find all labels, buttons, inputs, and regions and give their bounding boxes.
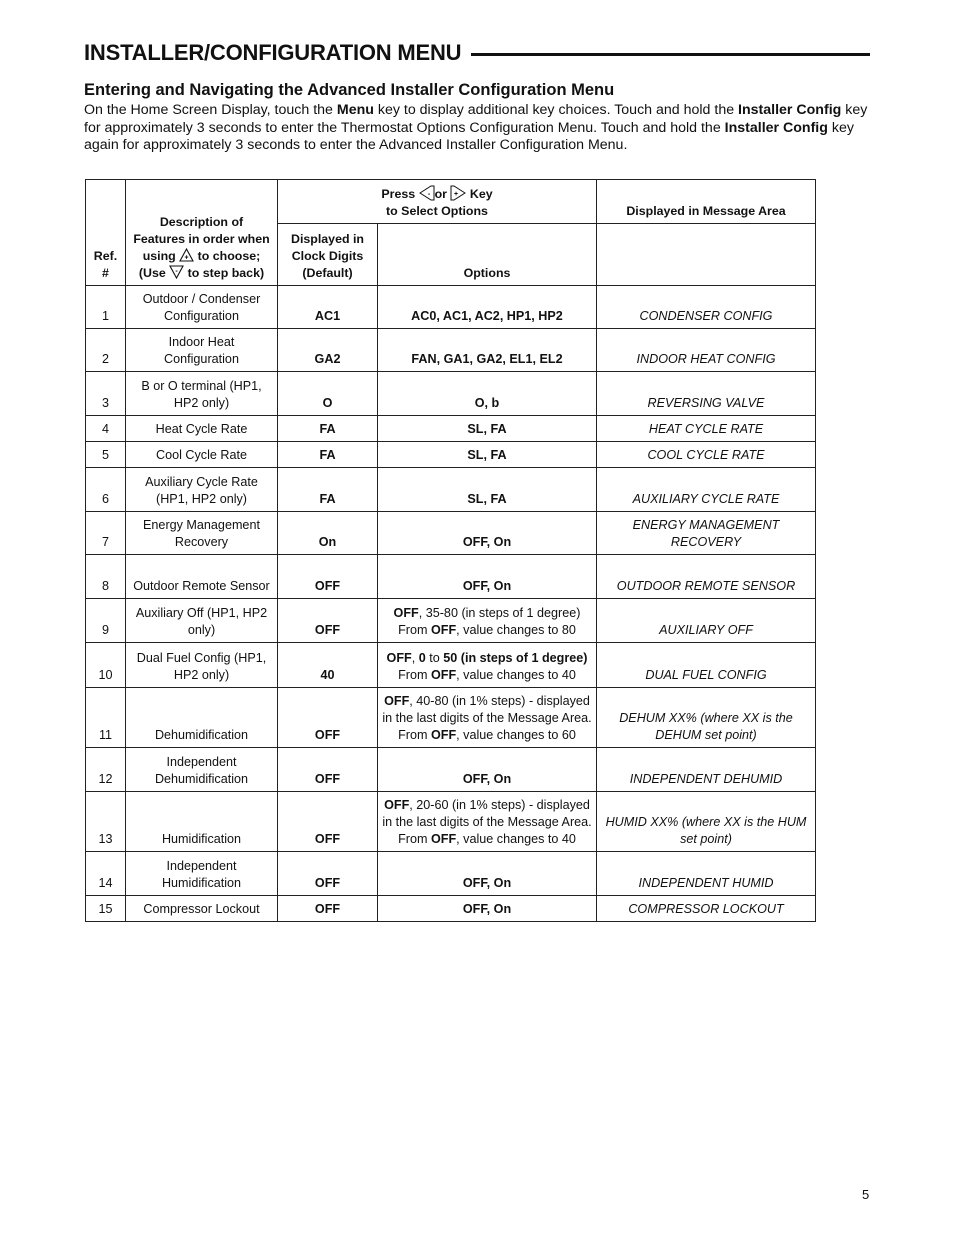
message-cell: HEAT CYCLE RATE: [597, 416, 816, 442]
desc-step: to step back): [187, 266, 265, 280]
description-cell: Indoor Heat Configuration: [126, 329, 278, 372]
default-cell: OFF: [278, 852, 378, 896]
options-cell: [378, 468, 597, 512]
options-cell: [378, 286, 597, 329]
option-text: to: [425, 651, 444, 665]
ref-cell: 9: [86, 599, 126, 643]
message-cell: AUXILIARY OFF: [597, 599, 816, 643]
option-text: SL, FA: [467, 422, 507, 436]
section-heading: Entering and Navigating the Advanced Installer Configuration Menu: [84, 81, 615, 99]
intro-bold-text: Menu: [336, 102, 374, 118]
option-text: AC0, AC1, AC2, HP1, HP2: [411, 309, 563, 323]
option-text: From: [398, 668, 431, 682]
message-cell: COOL CYCLE RATE: [597, 442, 816, 468]
option-text: OFF: [430, 623, 457, 637]
message-cell: REVERSING VALVE: [597, 372, 816, 416]
message-cell: INDEPENDENT HUMID: [597, 852, 816, 896]
ref-cell: 2: [86, 329, 126, 372]
svg-text:+: +: [184, 254, 189, 262]
option-text: FAN, GA1, GA2, EL1, EL2: [411, 352, 563, 366]
ref-cell: 6: [86, 468, 126, 512]
default-cell: GA2: [278, 329, 378, 372]
default-cell: OFF: [278, 792, 378, 852]
description-cell: Dehumidification: [126, 688, 278, 748]
options-cell: [378, 792, 597, 852]
default-cell: OFF: [278, 748, 378, 792]
description-cell: Compressor Lockout: [126, 896, 278, 922]
svg-text:-: -: [175, 268, 178, 275]
table-row: [86, 748, 816, 792]
press-label: Press: [381, 187, 416, 201]
description-cell: Auxiliary Cycle Rate (HP1, HP2 only): [126, 468, 278, 512]
message-cell: INDOOR HEAT CONFIG: [597, 329, 816, 372]
table-row: [86, 329, 816, 372]
or-label: or: [434, 187, 447, 201]
option-text: OFF: [430, 832, 457, 846]
description-cell: Cool Cycle Rate: [126, 442, 278, 468]
description-header: [126, 180, 278, 286]
default-cell: OFF: [278, 896, 378, 922]
default-cell: FA: [278, 442, 378, 468]
options-cell: [378, 896, 597, 922]
svg-text:+: +: [454, 191, 459, 198]
default-cell: OFF: [278, 555, 378, 599]
desc-using: using: [142, 249, 176, 263]
intro-bold-text: Installer Config: [738, 102, 842, 118]
default-cell: OFF: [278, 688, 378, 748]
ref-cell: 7: [86, 512, 126, 555]
option-text: OFF: [386, 651, 412, 665]
ref-cell: 15: [86, 896, 126, 922]
option-text: , value changes to 60: [456, 728, 576, 742]
press-key-header: [278, 180, 597, 224]
desc-choose: to choose;: [197, 249, 261, 263]
table-row: [86, 896, 816, 922]
desc-use: (Use: [138, 266, 166, 280]
right-arrow-key-icon: [450, 185, 466, 201]
default-cell: FA: [278, 416, 378, 442]
table-row: [86, 512, 816, 555]
description-cell: Outdoor / Condenser Configuration: [126, 286, 278, 329]
message-cell: CONDENSER CONFIG: [597, 286, 816, 329]
message-cell: AUXILIARY CYCLE RATE: [597, 468, 816, 512]
message-cell: HUMID XX% (where XX is the HUM set point): [597, 792, 816, 852]
ref-cell: 12: [86, 748, 126, 792]
option-text: OFF, On: [462, 772, 512, 786]
options-cell: [378, 748, 597, 792]
option-text: , value changes to 40: [456, 668, 576, 682]
description-cell: Auxiliary Off (HP1, HP2 only): [126, 599, 278, 643]
left-arrow-key-icon: [419, 185, 435, 201]
option-text: OFF: [393, 606, 419, 620]
message-cell: INDEPENDENT DEHUMID: [597, 748, 816, 792]
intro-paragraph: [84, 102, 874, 155]
ref-cell: 1: [86, 286, 126, 329]
page-header: [84, 38, 870, 68]
ref-cell: 3: [86, 372, 126, 416]
option-text: OFF: [384, 694, 410, 708]
message-header: Displayed in Message Area: [597, 180, 816, 224]
default-cell: OFF: [278, 599, 378, 643]
ref-header: Ref. #: [86, 180, 126, 286]
option-text: SL, FA: [467, 448, 507, 462]
option-text: OFF: [430, 668, 457, 682]
options-cell: [378, 329, 597, 372]
desc-line1: Description of: [159, 215, 244, 229]
options-cell: [378, 852, 597, 896]
message-cell: DEHUM XX% (where XX is the DEHUM set point): [597, 688, 816, 748]
options-header: Options: [378, 224, 597, 286]
option-text: 0: [418, 651, 426, 665]
option-text: O, b: [474, 396, 500, 410]
down-triangle-icon: [169, 265, 184, 279]
select-label: to Select Options: [386, 204, 488, 218]
options-cell: [378, 688, 597, 748]
description-cell: B or O terminal (HP1, HP2 only): [126, 372, 278, 416]
options-cell: [378, 442, 597, 468]
message-cell: ENERGY MANAGEMENT RECOVERY: [597, 512, 816, 555]
message-cell: OUTDOOR REMOTE SENSOR: [597, 555, 816, 599]
table-row: [86, 852, 816, 896]
option-text: OFF, On: [462, 535, 512, 549]
description-cell: Independent Dehumidification: [126, 748, 278, 792]
key-label: Key: [469, 187, 493, 201]
table-body: [86, 286, 816, 922]
table-row: [86, 416, 816, 442]
intro-text: On the Home Screen Display, touch the: [84, 102, 337, 118]
description-cell: Dual Fuel Config (HP1, HP2 only): [126, 643, 278, 688]
options-cell: [378, 599, 597, 643]
ref-cell: 13: [86, 792, 126, 852]
option-text: SL, FA: [467, 492, 507, 506]
table-row: [86, 599, 816, 643]
description-cell: Energy Management Recovery: [126, 512, 278, 555]
table-row: [86, 286, 816, 329]
svg-text:-: -: [427, 191, 430, 198]
intro-text: key again for approximately 3 seconds to enter the Advanced Installer Configuration Menu.: [84, 119, 854, 153]
options-cell: [378, 512, 597, 555]
option-text: OFF: [430, 728, 457, 742]
intro-text: key to display additional key choices. Touch and hold the: [373, 102, 739, 118]
option-text: OFF, On: [462, 902, 512, 916]
default-cell: FA: [278, 468, 378, 512]
config-table: [85, 179, 816, 922]
ref-cell: 14: [86, 852, 126, 896]
table-row: [86, 643, 816, 688]
page-title: INSTALLER/CONFIGURATION MENU: [84, 40, 462, 65]
option-text: OFF, On: [462, 579, 512, 593]
ref-cell: 4: [86, 416, 126, 442]
table-row: [86, 555, 816, 599]
clock-header: Displayed in Clock Digits (Default): [278, 224, 378, 286]
option-text: , 20-60 (in 1% steps) - displayed in the last digits of the Message Area. From: [382, 798, 592, 846]
up-triangle-icon: [179, 248, 194, 262]
ref-cell: 11: [86, 688, 126, 748]
ref-cell: 5: [86, 442, 126, 468]
option-text: ,: [411, 651, 419, 665]
table-row: [86, 792, 816, 852]
options-cell: [378, 416, 597, 442]
default-cell: 40: [278, 643, 378, 688]
desc-line2: Features in order when: [133, 232, 270, 246]
option-text: , 40-80 (in 1% steps) - displayed in the last digits of the Message Area. From: [382, 694, 592, 742]
option-text: , value changes to 40: [456, 832, 576, 846]
description-cell: Outdoor Remote Sensor: [126, 555, 278, 599]
ref-cell: 8: [86, 555, 126, 599]
table-row: [86, 468, 816, 512]
options-cell: [378, 555, 597, 599]
table-row: [86, 442, 816, 468]
description-cell: Humidification: [126, 792, 278, 852]
intro-bold-text: Installer Config: [724, 119, 828, 136]
message-cell: COMPRESSOR LOCKOUT: [597, 896, 816, 922]
page-number: 5: [862, 1187, 870, 1202]
options-cell: [378, 372, 597, 416]
options-cell: [378, 643, 597, 688]
default-cell: AC1: [278, 286, 378, 329]
title-rule: [471, 53, 870, 56]
option-text: , 35-80 (in steps of 1 degree) From: [398, 606, 581, 637]
option-text: , value changes to 80: [456, 623, 576, 637]
option-text: 50 (in steps of 1 degree): [443, 651, 588, 665]
table-row: [86, 688, 816, 748]
intro-text: key for approximately 3 seconds to enter the Thermostat Options Configuration Menu. Touch and hold the: [84, 102, 868, 136]
default-cell: On: [278, 512, 378, 555]
message-cell: DUAL FUEL CONFIG: [597, 643, 816, 688]
description-cell: Heat Cycle Rate: [126, 416, 278, 442]
message-header-blank: [597, 224, 816, 286]
default-cell: O: [278, 372, 378, 416]
ref-cell: 10: [86, 643, 126, 688]
table-row: [86, 372, 816, 416]
description-cell: Independent Humidification: [126, 852, 278, 896]
option-text: OFF: [384, 798, 410, 812]
option-text: OFF, On: [462, 876, 512, 890]
